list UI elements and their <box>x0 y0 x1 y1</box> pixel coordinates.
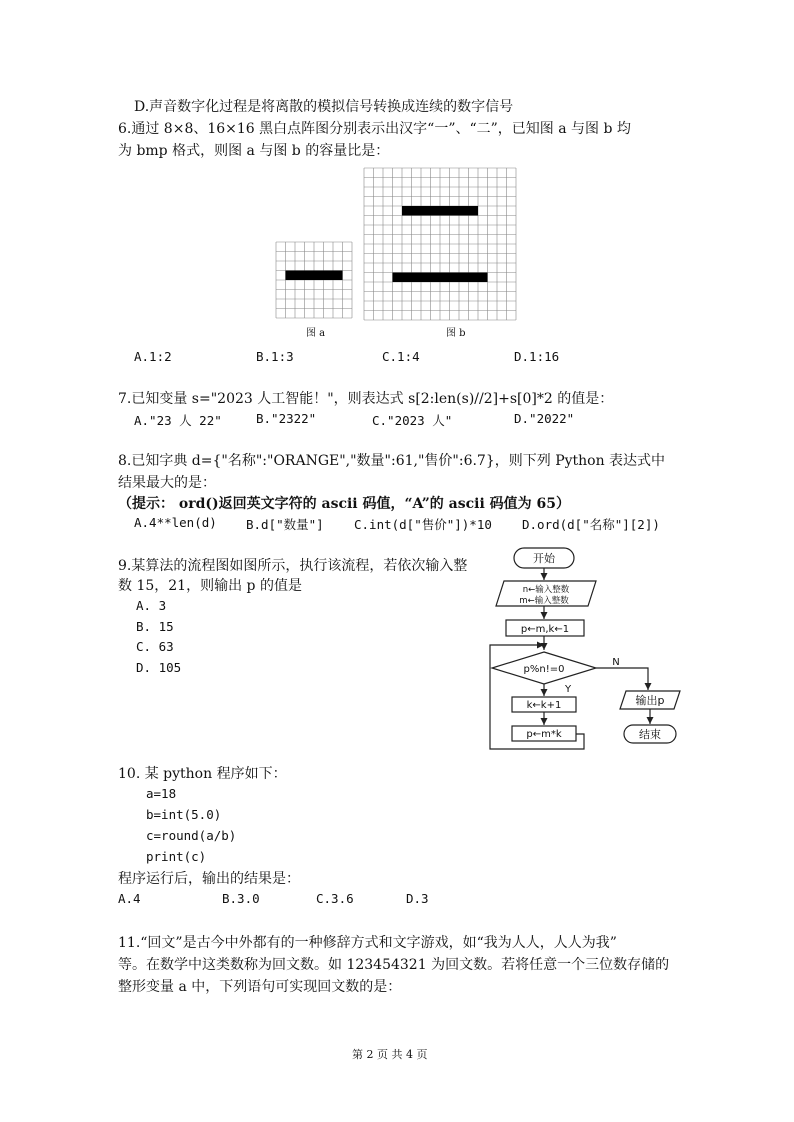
flow-start-label: 开始 <box>533 552 555 565</box>
q10-option-d[interactable]: D.3 <box>406 891 429 906</box>
q8-stem-line1: 8.已知字典 d={"名称":"ORANGE","数量":61,"售价":6.7}，则下列 Python 表达式中 <box>118 453 666 469</box>
q10-code-line3: c=round(a/b) <box>146 828 237 843</box>
q8-option-b[interactable]: B.d["数量"] <box>246 517 324 532</box>
q5-option-d: D.声音数字化过程是将离散的模拟信号转换成连续的数字信号 <box>134 99 514 115</box>
figure-b-black-bar <box>402 206 478 216</box>
q8-hint: （提示： ord()返回英文字符的 ascii 码值，“A”的 ascii 码值为 65） <box>118 496 571 512</box>
flow-yes-label: Y <box>564 684 572 695</box>
q8-option-a[interactable]: A.4**len(d) <box>134 515 217 530</box>
q10-option-c[interactable]: C.3.6 <box>316 891 354 906</box>
flow-step2-label: p←m*k <box>526 729 562 740</box>
q8-option-c[interactable]: C.int(d["售价"])*10 <box>354 517 492 532</box>
q10-code-line2: b=int(5.0) <box>146 807 222 822</box>
q6-option-b[interactable]: B.1:3 <box>256 349 294 364</box>
figure-a-caption: 图 a <box>306 328 326 339</box>
q7-option-b[interactable]: B."2322" <box>256 411 317 426</box>
q9-option-d[interactable]: D. 105 <box>136 660 182 675</box>
q8-stem-line2: 结果最大的是： <box>118 475 216 491</box>
flow-output-label: 输出p <box>635 694 665 707</box>
q7-option-c[interactable]: C."2023 人" <box>372 413 453 428</box>
q10-stem: 10. 某 python 程序如下： <box>118 766 287 782</box>
q11-stem-line2: 等。在数学中这类数称为回文数。如 123454321 为回文数。若将任意一个三位数存储的 <box>118 957 670 973</box>
q9-option-a[interactable]: A. 3 <box>136 598 167 613</box>
q6-option-c[interactable]: C.1:4 <box>382 349 420 364</box>
figure-b-caption: 图 b <box>446 328 466 339</box>
q11-stem-line1: 11.“回文”是古今中外都有的一种修辞方式和文字游戏，如“我为人人，人人为我” <box>118 935 617 951</box>
page-footer: 第 2 页 共 4 页 <box>352 1048 428 1061</box>
flow-input1-label: n←输入整数 <box>522 585 570 595</box>
figure-a-8x8-grid <box>276 242 352 318</box>
q7-option-d[interactable]: D."2022" <box>514 411 575 426</box>
q10-code-line4: print(c) <box>146 849 207 864</box>
q9-stem-line1: 9.某算法的流程图如图所示，执行该流程，若依次输入整 <box>118 558 468 574</box>
q11-stem-line3: 整形变量 a 中，下列语句可实现回文数的是： <box>118 979 402 995</box>
flow-condition-label: p%n!=0 <box>523 664 565 675</box>
q7-option-a[interactable]: A."23 人 22" <box>134 413 222 428</box>
q9-option-c[interactable]: C. 63 <box>136 639 174 654</box>
figure-b-black-bar <box>393 273 488 283</box>
figure-b-16x16-grid <box>364 168 516 320</box>
q8-option-d[interactable]: D.ord(d["名称"][2]) <box>522 517 660 532</box>
q10-after: 程序运行后，输出的结果是： <box>118 871 300 887</box>
q10-option-a[interactable]: A.4 <box>118 891 141 906</box>
q9-option-b[interactable]: B. 15 <box>136 619 174 634</box>
q6-stem-line2: 为 bmp 格式，则图 a 与图 b 的容量比是： <box>118 143 390 159</box>
q6-option-a[interactable]: A.1:2 <box>134 349 172 364</box>
flow-init-label: p←m,k←1 <box>520 624 570 635</box>
q7-stem: 7.已知变量 s="2023 人工智能！"，则表达式 s[2:len(s)//2]+s[0]*2 的值是： <box>118 391 614 407</box>
q6-stem-line1: 6.通过 8×8、16×16 黑白点阵图分别表示出汉字“一”、“二”，已知图 a 与图 b 均 <box>118 121 631 137</box>
flow-no-label: N <box>612 657 620 668</box>
figure-a-black-bar <box>286 271 343 281</box>
q6-option-d[interactable]: D.1:16 <box>514 349 560 364</box>
q9-flowchart <box>484 544 684 754</box>
q10-code-line1: a=18 <box>146 786 177 801</box>
flow-input2-label: m←输入整数 <box>519 596 569 606</box>
q10-option-b[interactable]: B.3.0 <box>222 891 260 906</box>
q9-stem-line2: 数 15，21，则输出 p 的值是 <box>118 578 302 594</box>
flow-end-label: 结束 <box>639 728 661 741</box>
flow-step1-label: k←k+1 <box>526 700 562 711</box>
